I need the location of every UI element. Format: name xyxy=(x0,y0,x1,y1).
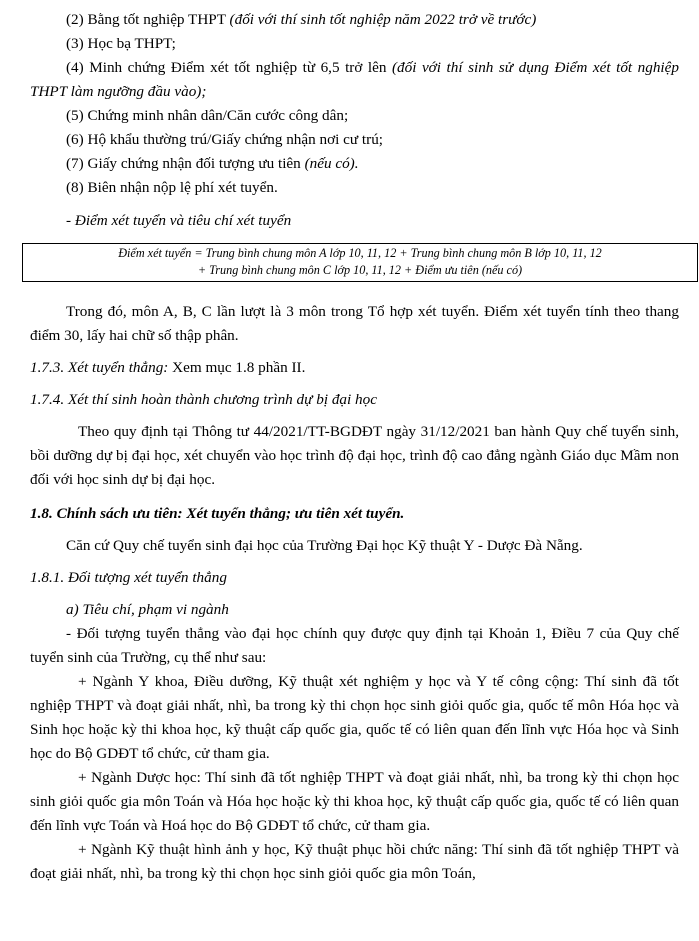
list-item-5: (5) Chứng minh nhân dân/Căn cước công dân; xyxy=(66,107,349,124)
list-item-7: (7) Giấy chứng nhận đối tượng ưu tiên (nếu có). xyxy=(66,155,359,172)
bullet-y-khoa: + Ngành Y khoa, Điều dưỡng, Kỹ thuật xét nghiệm y học và Y tế công cộng: Thí sinh đã tốt nghiệp THPT và đoạt giải nhất, nhì, ba trong kỳ thi chọn học sinh giỏi quốc gia, quốc tế môn Hóa học và Sinh học hoặc kỳ thi khoa học, kỹ thuật cấp quốc gia, quốc tế có liên quan đến lĩnh vực Hóa học và Sinh học do Bộ GDĐT tổ chức, cử tham gia. xyxy=(30,673,679,762)
list-item-8: (8) Biên nhận nộp lệ phí xét tuyển. xyxy=(66,179,278,196)
paragraph-theo-quy-dinh: Theo quy định tại Thông tư 44/2021/TT-BGDĐT ngày 31/12/2021 ban hành Quy chế tuyển sinh, bồi dưỡng dự bị đại học, xét chuyển vào học trình độ đại học, trình độ cao đẳng ngành Giáo dục Mầm non đối với học sinh dự bị đại học. xyxy=(30,423,679,488)
subsection-a: a) Tiêu chí, phạm vi ngành xyxy=(66,601,229,618)
paragraph-doi-tuong: - Đối tượng tuyển thẳng vào đại học chính quy được quy định tại Khoản 1, Điều 7 của Quy chế tuyển sinh của Trường, cụ thể như sau: xyxy=(30,625,679,666)
criteria-title: - Điểm xét tuyển và tiêu chí xét tuyển xyxy=(66,212,292,229)
formula-line-2: + Trung bình chung môn C lớp 10, 11, 12 + Điểm ưu tiên (nếu có) xyxy=(197,263,523,277)
bullet-duoc-hoc: + Ngành Dược học: Thí sinh đã tốt nghiệp THPT và đoạt giải nhất, nhì, ba trong kỳ thi chọn học sinh giỏi quốc gia môn Toán và Hóa học hoặc kỳ thi khoa học, kỹ thuật cấp quốc gia, quốc tế có liên quan đến lĩnh vực Toán và Hoá học do Bộ GDĐT tổ chức, cử tham gia. xyxy=(30,769,679,834)
list-item-3: (3) Học bạ THPT; xyxy=(66,35,176,52)
list-item-4: (4) Minh chứng Điểm xét tốt nghiệp từ 6,5 trở lên (đối với thí sinh sử dụng Điểm xét tốt nghiệp THPT làm ngưỡng đầu vào); xyxy=(30,59,679,100)
bullet-ky-thuat: + Ngành Kỹ thuật hình ảnh y học, Kỹ thuật phục hồi chức năng: Thí sinh đã tốt nghiệp THPT và đoạt giải nhất, nhì, ba trong kỳ thi chọn học sinh giỏi quốc gia môn Toán, xyxy=(30,841,679,882)
list-item-6: (6) Hộ khẩu thường trú/Giấy chứng nhận nơi cư trú; xyxy=(66,131,384,148)
formula-box xyxy=(22,243,698,282)
paragraph-trong-do: Trong đó, môn A, B, C lần lượt là 3 môn trong Tổ hợp xét tuyển. Điểm xét tuyển tính theo thang điểm 30, lấy hai chữ số thập phân. xyxy=(30,303,679,344)
section-1-7-4: 1.7.4. Xét thí sinh hoàn thành chương trình dự bị đại học xyxy=(30,391,377,408)
formula-line-1: Điểm xét tuyển = Trung bình chung môn A lớp 10, 11, 12 + Trung bình chung môn B lớp 10, 11, 12 xyxy=(118,246,602,260)
section-1-7-3: 1.7.3. Xét tuyển thẳng: Xem mục 1.8 phần II. xyxy=(30,359,306,376)
paragraph-can-cu: Căn cứ Quy chế tuyển sinh đại học của Trường Đại học Kỹ thuật Y - Dược Đà Nẵng. xyxy=(66,537,583,554)
section-1-8-title: 1.8. Chính sách ưu tiên: Xét tuyển thẳng; ưu tiên xét tuyển. xyxy=(30,505,405,522)
list-item-2: (2) Bằng tốt nghiệp THPT (đối với thí sinh tốt nghiệp năm 2022 trở về trước) xyxy=(66,11,537,28)
section-1-8-1: 1.8.1. Đối tượng xét tuyển thẳng xyxy=(30,569,227,586)
